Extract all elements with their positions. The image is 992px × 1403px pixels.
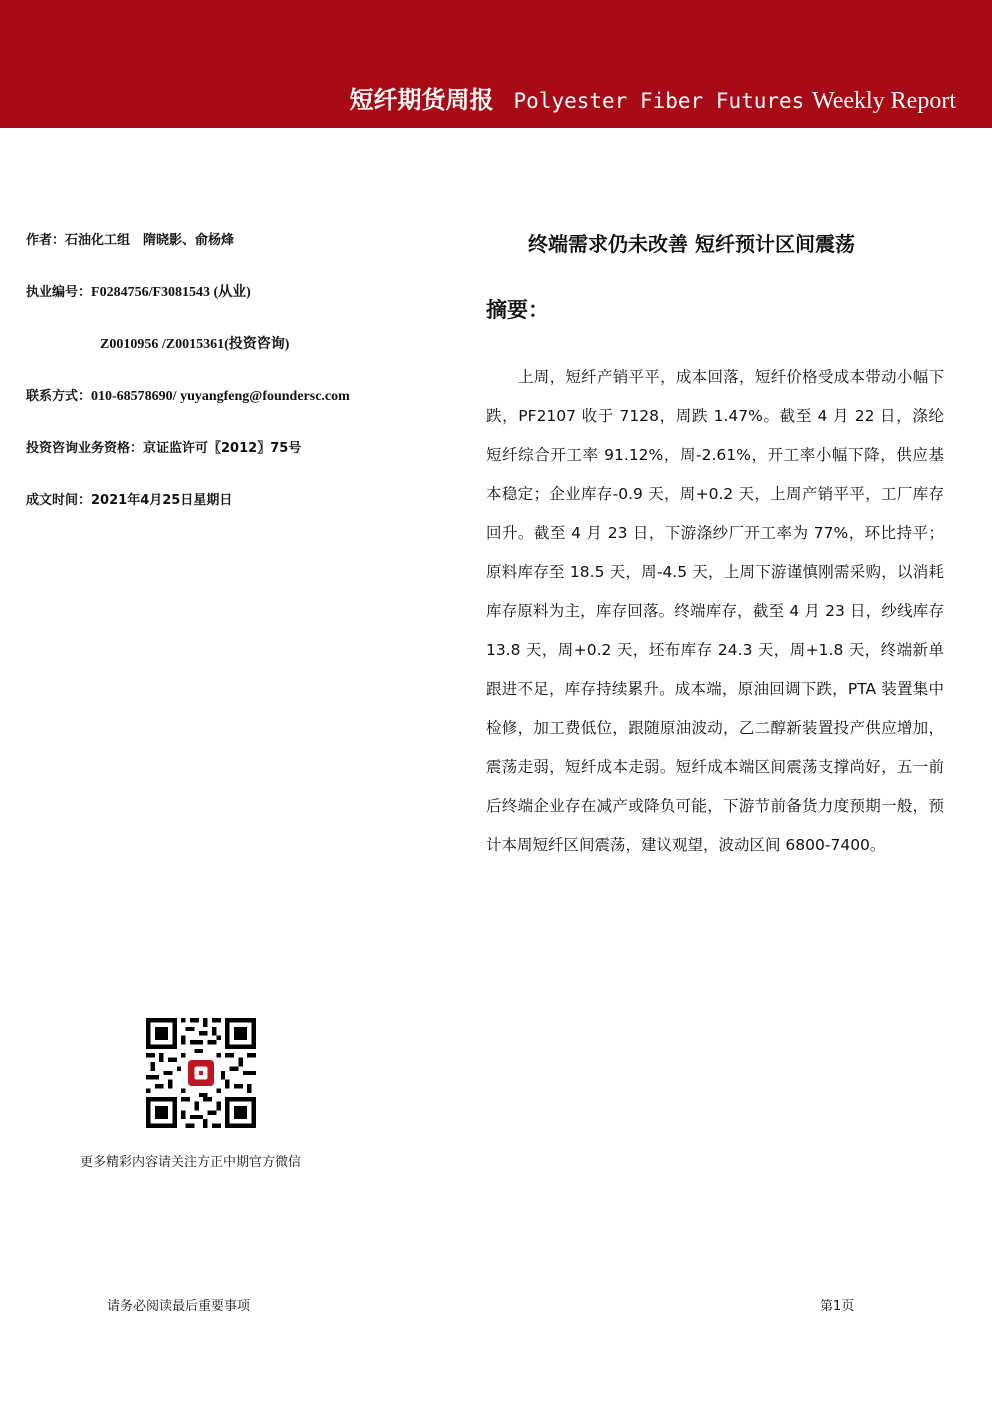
- author-value: 石油化工组 隋晓影、俞杨烽: [65, 233, 235, 248]
- qualification-row: [26, 440, 301, 458]
- contact-row: [26, 388, 350, 406]
- qualification-label: 投资咨询业务资格：: [26, 441, 144, 456]
- author-label: 作者：: [26, 233, 66, 248]
- contact-value: 010-68578690/ yuyangfeng@foundersc.com: [91, 389, 350, 404]
- footer-notice: 请务必阅读最后重要事项: [107, 1299, 251, 1314]
- license-row-2: [100, 336, 289, 354]
- report-title-cn: 短纤期货周报: [349, 86, 494, 114]
- summary-heading: 摘要：: [486, 298, 549, 322]
- summary-paragraph: 上周，短纤产销平平，成本回落，短纤价格受成本带动小幅下跌，PF2107 收于 7128，周跌 1.47%。截至 4 月 22 日，涤纶短纤综合开工率 91.12%，周-2.61%，开工率小幅下降，供应基本稳定；企业库存-0.9 天，周+0.2 天，上周产销平平，工厂库存回升。截至 4 月 23 日，下游涤纱厂开工率为 77%，环比持平；原料库存至 18.5 天，周-4.5 天，上周下游谨慎刚需采购，以消耗库存原料为主，库存回落。终端库存，截至 4 月 23 日，纱线库存 13.8 天，周+0.2 天，坯布库存 24.3 天，周+1.8 天，终端新单跟进不足，库存持续累升。成本端，原油回调下跌，PTA 装置集中检修，加工费低位，跟随原油波动，乙二醇新装置投产供应增加，震荡走弱，短纤成本走弱。短纤成本端区间震荡支撑尚好，五一前后终端企业存在减产或降负可能，下游节前备货力度预期一般，预计本周短纤区间震荡，建议观望，波动区间 6800-7400。: [486, 368, 944, 854]
- license-value-2: Z0010956 /Z0015361(投资咨询): [100, 337, 290, 352]
- contact-label: 联系方式：: [26, 389, 92, 404]
- qr-caption: 更多精彩内容请关注方正中期官方微信: [80, 1155, 302, 1170]
- license-row: [26, 284, 251, 302]
- date-value: 2021年4月25日星期日: [91, 493, 233, 508]
- qualification-value: 京证监许可〖2012〗75号: [143, 441, 302, 456]
- date-label: 成文时间：: [26, 493, 92, 508]
- report-title-en-part1: Polyester Fiber Futures: [513, 89, 805, 113]
- date-row: [26, 492, 232, 510]
- page-number: 第1页: [820, 1299, 855, 1314]
- license-label: 执业编号：: [26, 285, 92, 300]
- author-row: [26, 232, 234, 250]
- article-headline: 终端需求仍未改善 短纤预计区间震荡: [528, 232, 855, 256]
- header-banner: [0, 0, 992, 128]
- qr-code-icon: [146, 1018, 256, 1128]
- license-value-1: F0284756/F3081543 (从业): [91, 285, 251, 300]
- report-title-en-part2: Weekly Report: [811, 88, 956, 114]
- report-title: [350, 80, 956, 115]
- qr-code-graphic: [146, 1018, 256, 1128]
